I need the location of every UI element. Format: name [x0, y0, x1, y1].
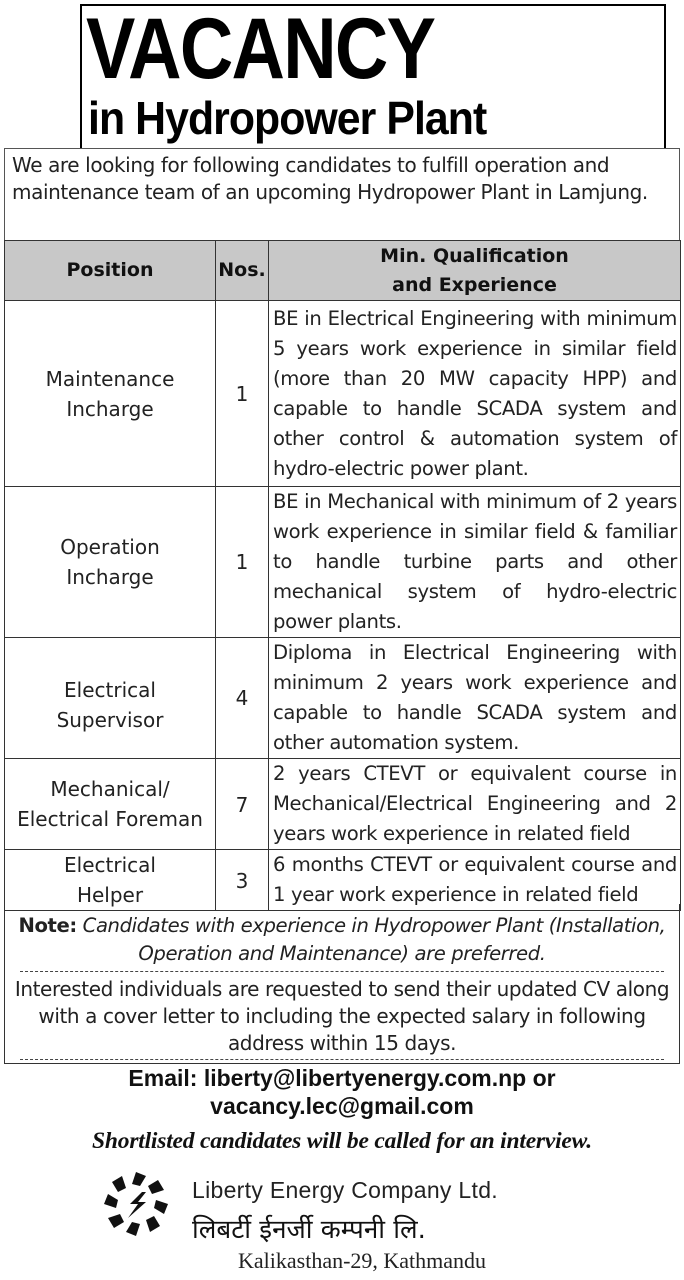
company-name-en: Liberty Energy Company Ltd.	[192, 1177, 498, 1203]
position-line2: Incharge	[66, 396, 154, 421]
position-line1: Mechanical/	[50, 777, 170, 801]
divider	[20, 1059, 664, 1060]
position-line2: Incharge	[66, 565, 154, 589]
vacancy-title: VACANCY	[86, 1, 435, 97]
divider	[20, 971, 664, 972]
header-nos: Nos.	[216, 241, 269, 301]
nos-cell: 1	[216, 487, 269, 638]
header-position: Position	[5, 241, 216, 301]
table-row	[5, 487, 681, 638]
qualification-cell: BE in Mechanical with minimum of 2 years work experience in similar field & familiar to handle turbine parts and other mechanical system of hydro-electric power plants.	[269, 487, 681, 638]
email-line-1: Email: liberty@libertyenergy.com.np or	[128, 1065, 556, 1091]
instructions-text: Interested individuals are requested to send their updated CV along with a cover letter to including the expected salary in following address within 15 days.	[14, 977, 670, 1055]
table-header-row	[5, 241, 681, 301]
position-line1: Maintenance	[45, 366, 175, 391]
table-row	[5, 301, 681, 487]
qualification-cell: 6 months CTEVT or equivalent course and 1 year work experience in related field	[269, 850, 681, 911]
nos-cell: 3	[216, 850, 269, 911]
position-line2: Helper	[76, 883, 144, 907]
table-row	[5, 759, 681, 850]
qualification-cell: Diploma in Electrical Engineering with minimum 2 years work experience and capable to handle SCADA system and other automation system.	[269, 638, 681, 759]
header	[0, 0, 684, 148]
vacancy-table	[4, 240, 681, 911]
shortlist-text: Shortlisted candidates will be called for an interview.	[92, 1128, 592, 1154]
company-logo-icon	[102, 1170, 170, 1238]
position-line1: Electrical	[64, 678, 156, 702]
header-qualification	[269, 241, 681, 301]
position-cell	[5, 638, 216, 759]
company-address: Kalikasthan-29, Kathmandu	[238, 1248, 487, 1273]
nos-cell: 4	[216, 638, 269, 759]
position-cell	[5, 759, 216, 850]
note-label: Note:	[18, 914, 77, 937]
note-body: Candidates with experience in Hydropower Plant (Installation, Operation and Maintenance) are preferred.	[76, 914, 666, 965]
qualification-cell: BE in Electrical Engineering with minimum 5 years work experience in similar field (more than 20 MW capacity HPP) and capable to handle SCADA system and other control & automation system of hydro-electric power plant.	[269, 301, 681, 487]
position-line2: Supervisor	[56, 708, 164, 732]
position-cell	[5, 487, 216, 638]
email-line-2: vacancy.lec@gmail.com	[210, 1093, 474, 1119]
position-line2: Electrical Foreman	[17, 807, 203, 831]
nos-cell: 1	[216, 301, 269, 487]
vacancy-subtitle: in Hydropower Plant	[88, 92, 487, 144]
header-qualification-line2: and Experience	[392, 273, 557, 296]
table-row	[5, 850, 681, 911]
qualification-cell: 2 years CTEVT or equivalent course in Mechanical/Electrical Engineering and 2 years work experience in related field	[269, 759, 681, 850]
note-text	[4, 912, 680, 968]
position-line1: Operation	[60, 535, 160, 559]
company-name-ne: लिबर्टी ईनर्जी कम्पनी लि.	[192, 1215, 426, 1245]
position-line1: Electrical	[64, 853, 156, 877]
header-qualification-line1: Min. Qualification	[380, 244, 569, 267]
position-cell	[5, 301, 216, 487]
intro-text: We are looking for following candidates to fulfill operation and maintenance team of an upcoming Hydropower Plant in Lamjung.	[12, 153, 648, 204]
nos-cell: 7	[216, 759, 269, 850]
table-row	[5, 638, 681, 759]
position-cell	[5, 850, 216, 911]
